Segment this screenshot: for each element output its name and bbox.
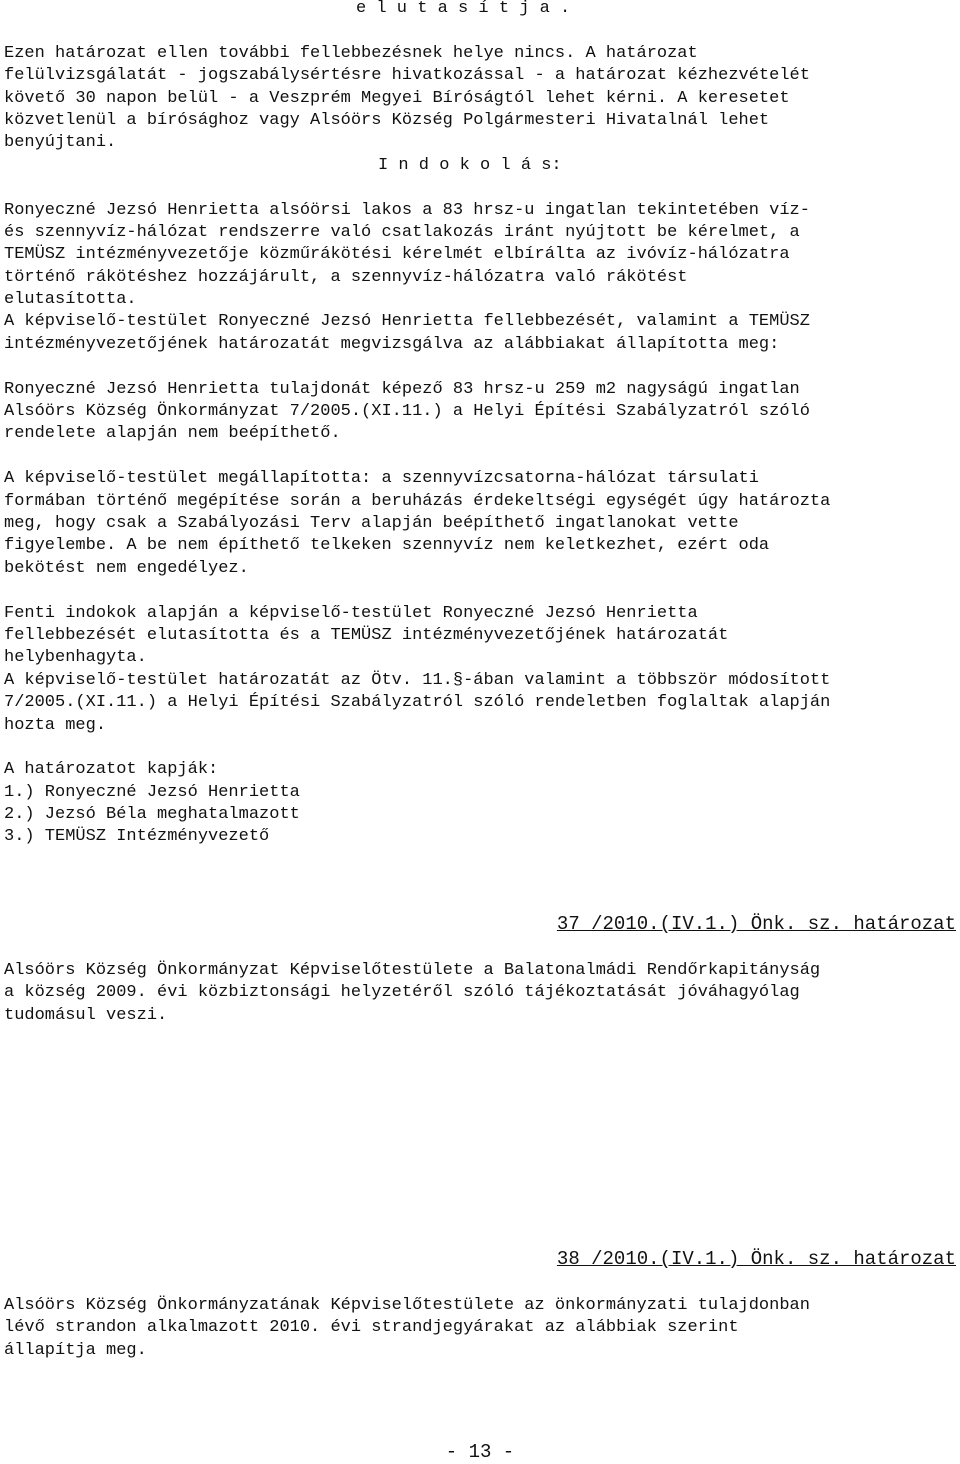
text-line: elutasította. — [4, 290, 137, 310]
text-line: TEMÜSZ intézményvezetője közműrákötési kérelmét elbírálta az ivóvíz-hálózatra — [4, 245, 790, 265]
text-line: és szennyvíz-hálózat rendszerre való csatlakozás iránt nyújtott be kérelmet, a — [4, 222, 800, 242]
text-line: a község 2009. évi közbiztonsági helyzetéről szóló tájékoztatását jóváhagyólag — [4, 983, 800, 1003]
recipients-list — [4, 759, 956, 849]
text-line: bekötést nem engedélyez. — [4, 558, 249, 578]
text-line: helybenhagyta. — [4, 648, 147, 668]
text-line: felülvizsgálatát - jogszabálysértésre hivatkozással - a határozat kézhezvételét — [4, 66, 810, 86]
text-line: Alsóörs Község Önkormányzatának Képviselőtestülete az önkormányzati tulajdonban — [4, 1296, 810, 1315]
text-line: Ronyeczné Jezsó Henrietta alsóörsi lakos a 83 hrsz-u ingatlan tekintetében víz- — [4, 200, 810, 220]
text-line: követő 30 napon belül - a Veszprém Megyei Bíróságtól lehet kérni. A keresetet — [4, 88, 790, 108]
text-line: A képviselő-testület Ronyeczné Jezsó Henrietta fellebbezését, valamint a TEMÜSZ — [4, 312, 810, 332]
text-line: hozta meg. — [4, 715, 107, 735]
decision-heading: e l u t a s í t j a . — [356, 0, 571, 18]
resolution-38-text — [4, 1295, 956, 1362]
text-line: fellebbezését elutasította és a TEMÜSZ intézményvezetőjének határozatát — [4, 625, 729, 645]
text-line: tudomásul veszi. — [4, 1005, 168, 1025]
text-line: lévő strandon alkalmazott 2010. évi strandjegyárakat az alábbiak szerint — [4, 1318, 739, 1338]
list-item: 3.) TEMÜSZ Intézményvezető — [4, 827, 270, 847]
justification-heading: I n d o k o l á s: — [378, 155, 562, 175]
text-line: Ezen határozat ellen további fellebbezésnek helye nincs. A határozat — [4, 43, 698, 63]
text-line: figyelembe. A be nem építhető telkeken szennyvíz nem keletkezhet, ezért oda — [4, 536, 770, 556]
appeal-paragraph — [4, 43, 956, 155]
justification-paragraph-2 — [4, 379, 956, 446]
justification-paragraph-3 — [4, 468, 956, 580]
text-line: Fenti indokok alapján a képviselő-testület Ronyeczné Jezsó Henrietta — [4, 603, 698, 623]
resolution-38-heading: 38 /2010.(IV.1.) Önk. sz. határozat — [556, 1248, 956, 1270]
text-line: Alsóörs Község Önkormányzat Képviselőtestülete a Balatonalmádi Rendőrkapitányság — [4, 961, 821, 980]
page-number: - 13 - — [445, 1441, 515, 1463]
text-line: állapítja meg. — [4, 1340, 147, 1360]
resolution-37-text — [4, 960, 956, 1027]
text-line: intézményvezetőjének határozatát megvizsgálva az alábbiakat állapította meg: — [4, 334, 780, 354]
text-line: közvetlenül a bírósághoz vagy Alsóörs Község Polgármesteri Hivatalnál lehet — [4, 110, 770, 130]
list-item: 2.) Jezsó Béla meghatalmazott — [4, 805, 300, 825]
decision-block — [4, 0, 956, 849]
text-line: 7/2005.(XI.11.) a Helyi Építési Szabályzatról szóló rendeletben foglaltak alapján — [4, 693, 831, 713]
resolution-37-heading: 37 /2010.(IV.1.) Önk. sz. határozat — [556, 913, 956, 935]
text-line: Ronyeczné Jezsó Henrietta tulajdonát képező 83 hrsz-u 259 m2 nagyságú ingatlan — [4, 379, 800, 399]
text-line: A képviselő-testület megállapította: a szennyvízcsatorna-hálózat társulati — [4, 469, 759, 489]
text-line: meg, hogy csak a Szabályozási Terv alapján beépíthető ingatlanokat vette — [4, 513, 739, 533]
text-line: A képviselő-testület határozatát az Ötv. 11.§-ában valamint a többször módosított — [4, 670, 831, 690]
justification-paragraph-1 — [4, 200, 956, 357]
text-line: formában történő megépítése során a beruházás érdekeltségi egységét úgy határozta — [4, 491, 831, 511]
justification-paragraph-4 — [4, 603, 956, 737]
text-line: rendelete alapján nem beépíthető. — [4, 424, 341, 444]
recipients-title: A határozatot kapják: — [4, 760, 219, 780]
text-line: Alsóörs Község Önkormányzat 7/2005.(XI.11.) a Helyi Építési Szabályzatról szóló — [4, 402, 810, 422]
text-line: benyújtani. — [4, 133, 117, 153]
list-item: 1.) Ronyeczné Jezsó Henrietta — [4, 782, 300, 802]
text-line: történő rákötéshez hozzájárult, a szennyvíz-hálózatra való rákötést — [4, 267, 688, 287]
